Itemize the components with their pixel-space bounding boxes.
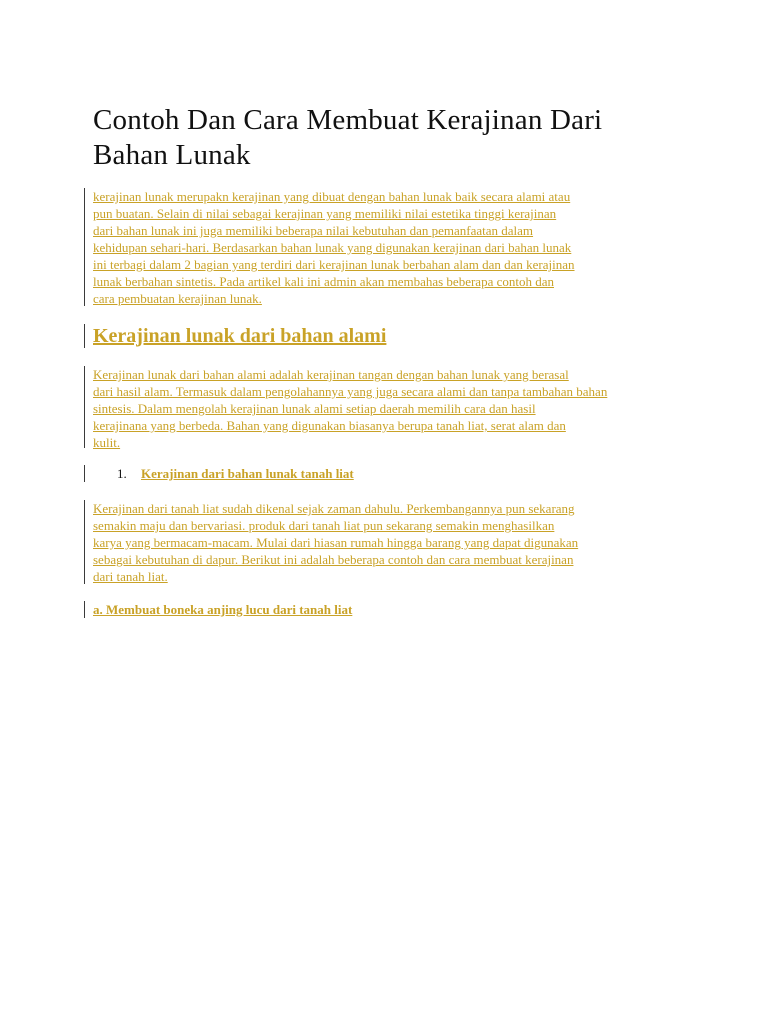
- list-item-link[interactable]: Kerajinan dari bahan lunak tanah liat: [141, 466, 354, 481]
- change-bar-section-paragraph: [84, 366, 85, 448]
- subheading-a[interactable]: a. Membuat boneka anjing lucu dari tanah liat: [93, 602, 353, 617]
- list-item: [117, 465, 354, 482]
- change-bar-clay-paragraph: [84, 500, 85, 584]
- section-paragraph[interactable]: Kerajinan lunak dari bahan alami adalah kerajinan tangan dengan bahan lunak yang berasal dari hasil alam. Termasuk dalam pengolahannya yang juga secara alami dan tanpa tambahan bahan sintesis. Dalam mengolah kerajinan lunak alami setiap daerah memilih cara dan hasil kerajinana yang berbeda. Bahan yang digunakan biasanya berupa tanah liat, serat alam dan kulit.: [93, 367, 608, 450]
- intro-paragraph[interactable]: kerajinan lunak merupakn kerajinan yang dibuat dengan bahan lunak baik secara alami atau pun buatan. Selain di nilai sebagai kerajinan yang memiliki nilai estetika tinggi kerajinan dari bahan lunak ini juga memiliki beberapa nilai kebutuhan dan pemanfaatan dalam kehidupan sehari-hari. Berdasarkan bahan lunak yang digunakan kerajinan dari bahan lunak ini terbagi dalam 2 bagian yang terdiri dari kerajinan lunak berbahan alam dan dan kerajinan lunak berbahan sintetis. Pada artikel kali ini admin akan membahas beberapa contoh dan cara pembuatan kerajinan lunak.: [93, 189, 575, 306]
- page-title: Contoh Dan Cara Membuat Kerajinan Dari Bahan Lunak: [93, 104, 603, 171]
- change-bar-intro: [84, 188, 85, 306]
- clay-paragraph[interactable]: Kerajinan dari tanah liat sudah dikenal sejak zaman dahulu. Perkembangannya pun sekarang semakin maju dan bervariasi. produk dari tanah liat pun sekarang semakin menghasilkan karya yang bermacam-macam. Mulai dari hiasan rumah hingga barang yang dapat digunakan sebagai kebutuhan di dapur. Berikut ini adalah beberapa contoh dan cara membuat kerajinan dari tanah liat.: [93, 501, 579, 584]
- change-bar-subheading: [84, 601, 85, 618]
- change-bar-section-heading: [84, 324, 85, 348]
- change-bar-list: [84, 465, 85, 482]
- list-number: 1.: [117, 466, 127, 481]
- section-heading[interactable]: Kerajinan lunak dari bahan alami: [93, 325, 387, 347]
